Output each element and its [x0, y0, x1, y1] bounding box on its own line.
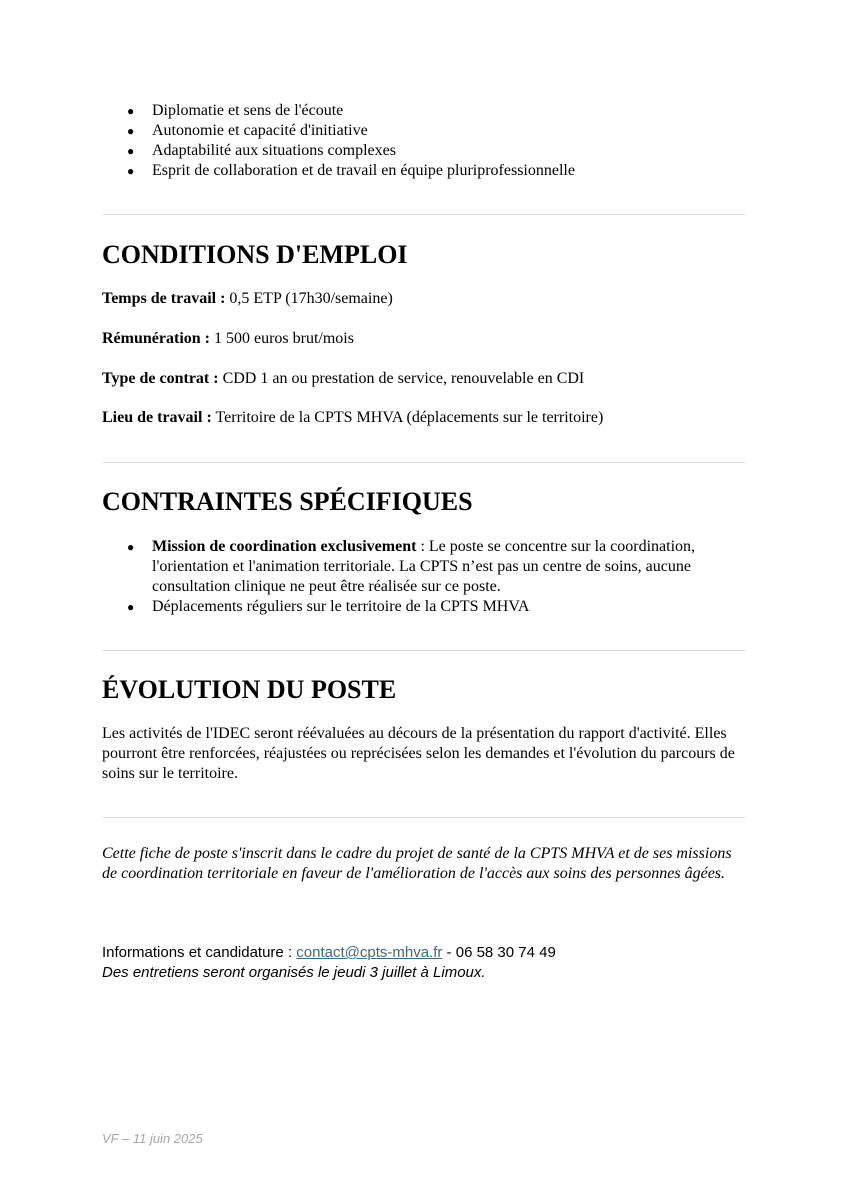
- contact-line: Informations et candidature : contact@cpts-mhva.fr - 06 58 30 74 49: [102, 944, 556, 961]
- divider: [102, 817, 746, 818]
- bullet-icon: ●: [127, 124, 135, 138]
- section-title-conditions: CONDITIONS D'EMPLOI: [102, 240, 408, 269]
- bullet-icon: ●: [127, 144, 135, 158]
- contraintes-list: [102, 537, 746, 617]
- list-item: ● Adaptabilité aux situations complexes: [127, 142, 396, 159]
- list-item: ● Mission de coordination exclusivement : Le poste se concentre sur la coordination, l'orientation et l'animation territoriale. La CPTS n’est pas un centre de soins, aucune consultation clinique ne peut être réalisée sur ce poste.: [127, 538, 696, 595]
- version-footer: VF – 11 juin 2025: [102, 1131, 203, 1146]
- divider: [102, 214, 746, 215]
- list-item: ● Déplacements réguliers sur le territoire de la CPTS MHVA: [127, 598, 530, 615]
- section-title-evolution: ÉVOLUTION DU POSTE: [102, 675, 397, 704]
- closing-note: Cette fiche de poste s'inscrit dans le cadre du projet de santé de la CPTS MHVA et de ses missions de coordination territoriale en faveur de l'amélioration de l'accès aux soins des personnes âgées.: [102, 845, 732, 882]
- interview-note: Des entretiens seront organisés le jeudi 3 juillet à Limoux.: [102, 964, 486, 981]
- divider: [102, 650, 746, 651]
- email-link[interactable]: contact@cpts-mhva.fr: [296, 944, 443, 961]
- bullet-icon: ●: [127, 164, 135, 178]
- list-item: ● Diplomatie et sens de l'écoute: [127, 102, 344, 119]
- section-title-contraintes: CONTRAINTES SPÉCIFIQUES: [102, 487, 473, 516]
- lieu-de-travail: Lieu de travail : Territoire de la CPTS MHVA (déplacements sur le territoire): [102, 409, 604, 426]
- remuneration: Rémunération : 1 500 euros brut/mois: [102, 330, 354, 347]
- list-item: ● Esprit de collaboration et de travail en équipe pluriprofessionnelle: [127, 162, 575, 179]
- list-item: ● Autonomie et capacité d'initiative: [127, 122, 368, 139]
- skills-list: [102, 101, 746, 181]
- divider: [102, 462, 746, 463]
- type-de-contrat: Type de contrat : CDD 1 an ou prestation de service, renouvelable en CDI: [102, 370, 585, 387]
- evolution-text: Les activités de l'IDEC seront réévaluées au décours de la présentation du rapport d'activité. Elles pourront être renforcées, réajustées ou reprécisées selon les demandes et l'évolution du parcours de soins sur le territoire.: [102, 725, 735, 782]
- bullet-icon: ●: [127, 600, 135, 614]
- bullet-icon: ●: [127, 104, 135, 118]
- bullet-icon: ●: [127, 540, 135, 554]
- temps-de-travail: Temps de travail : 0,5 ETP (17h30/semaine): [102, 290, 393, 307]
